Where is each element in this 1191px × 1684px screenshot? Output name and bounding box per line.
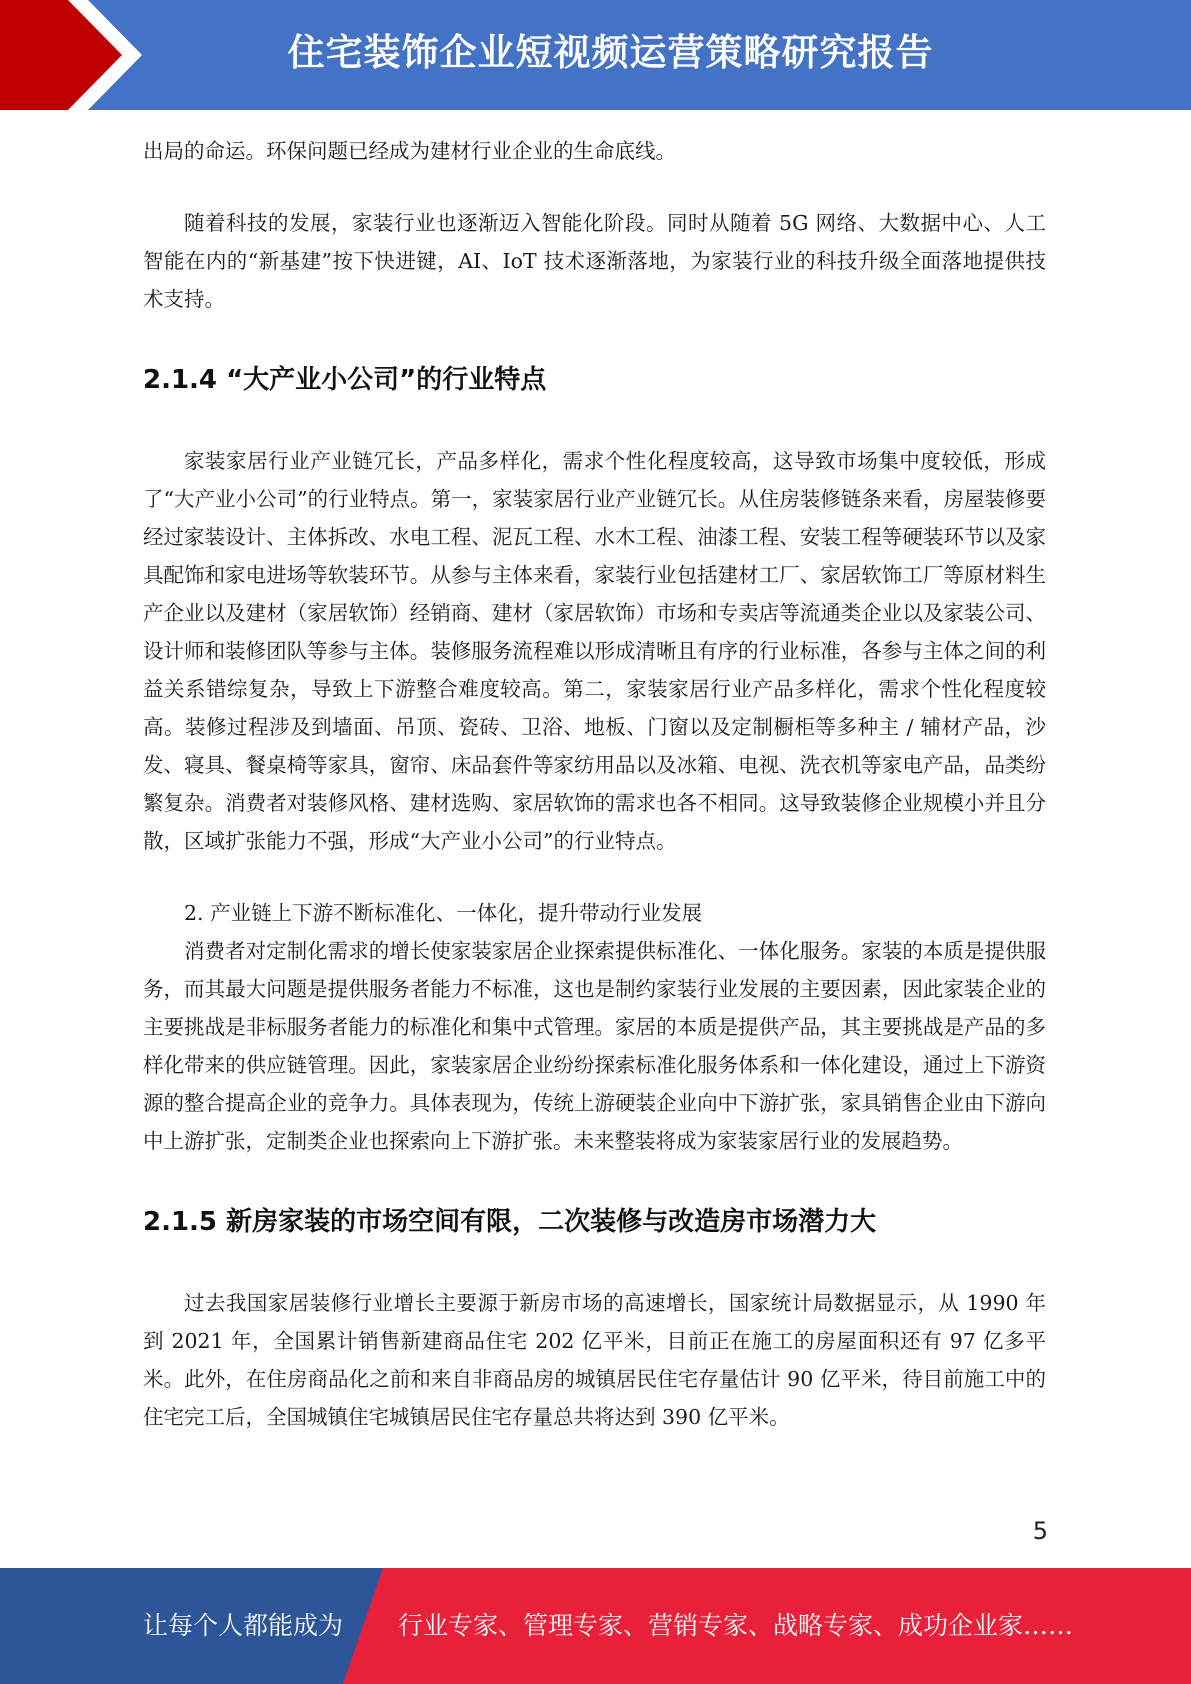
section-heading-2-1-5: 2.1.5 新房家装的市场空间有限，二次装修与改造房市场潜力大 [143,1207,877,1237]
paragraph-market-space: 过去我国家居装修行业增长主要源于新房市场的高速增长，国家统计局数据显示，从 1990 年到 2021 年，全国累计销售新建商品住宅 202 亿平米，目前正在施工的房屋面积还有 97 亿多平米。此外，在住房商品化之前和来自非商品房的城镇居民住宅存量估计 90 亿平米，待目前施工中的住宅完工后，全国城镇住宅城镇居民住宅存量总共将达到 390 亿平米。 [143,1291,1046,1429]
paragraph-standardization: 消费者对定制化需求的增长使家装家居企业探索提供标准化、一体化服务。家装的本质是提供服务，而其最大问题是提供服务者能力不标准，这也是制约家装行业发展的主要因素，因此家装企业的主要挑战是非标服务者能力的标准化和集中式管理。家居的本质是提供产品，其主要挑战是产品的多样化带来的供应链管理。因此，家装家居企业纷纷探索标准化服务体系和一体化建设，通过上下游资源的整合提高企业的竞争力。具体表现为，传统上游硬装企业向中下游扩张，家具销售企业由下游向中上游扩张，定制类企业也探索向上下游扩张。未来整装将成为家装家居行业的发展趋势。 [143,939,1046,1153]
paragraph-tech: 随着科技的发展，家装行业也逐渐迈入智能化阶段。同时从随着 5G 网络、大数据中心、人工智能在内的“新基建”按下快进键，AI、IoT 技术逐渐落地，为家装行业的科技升级全面落地提供技术支持。 [143,211,1046,311]
page-body [143,132,1046,1436]
report-title: 住宅装饰企业短视频运营策略研究报告 [287,31,934,74]
footer-slogan-left: 让每个人都能成为 [143,1611,344,1640]
section-heading-2-1-4: 2.1.4 “大产业小公司”的行业特点 [143,365,547,395]
paragraph-continuation: 出局的命运。环保问题已经成为建材行业企业的生命底线。 [143,139,676,163]
list-item-2: 2. 产业链上下游不断标准化、一体化，提升带动行业发展 [184,901,703,925]
paragraph-industry-features: 家装家居行业产业链冗长，产品多样化，需求个性化程度较高，这导致市场集中度较低，形成了“大产业小公司”的行业特点。第一，家装家居行业产业链冗长。从住房装修链条来看，房屋装修要经过家装设计、主体拆改、水电工程、泥瓦工程、水木工程、油漆工程、安装工程等硬装环节以及家具配饰和家电进场等软装环节。从参与主体来看，家装行业包括建材工厂、家居软饰工厂等原材料生产企业以及建材（家居软饰）经销商、建材（家居软饰）市场和专卖店等流通类企业以及家装公司、设计师和装修团队等参与主体。装修服务流程难以形成清晰且有序的行业标准，各参与主体之间的利益关系错综复杂，导致上下游整合难度较高。第二，家装家居行业产品多样化，需求个性化程度较高。装修过程涉及到墙面、吊顶、瓷砖、卫浴、地板、门窗以及定制橱柜等多种主 / 辅材产品，沙发、寝具、餐桌椅等家具，窗帘、床品套件等家纺用品以及冰箱、电视、洗衣机等家电产品，品类纷繁复杂。消费者对装修风格、建材选购、家居软饰的需求也各不相同。这导致装修企业规模小并且分散，区域扩张能力不强，形成“大产业小公司”的行业特点。 [143,449,1046,853]
footer-slogan-right: 行业专家、管理专家、营销专家、战略专家、成功企业家…… [398,1611,1074,1640]
page-number: 5 [1032,1517,1048,1545]
page-footer [0,1568,1191,1684]
page-header [0,0,1191,110]
